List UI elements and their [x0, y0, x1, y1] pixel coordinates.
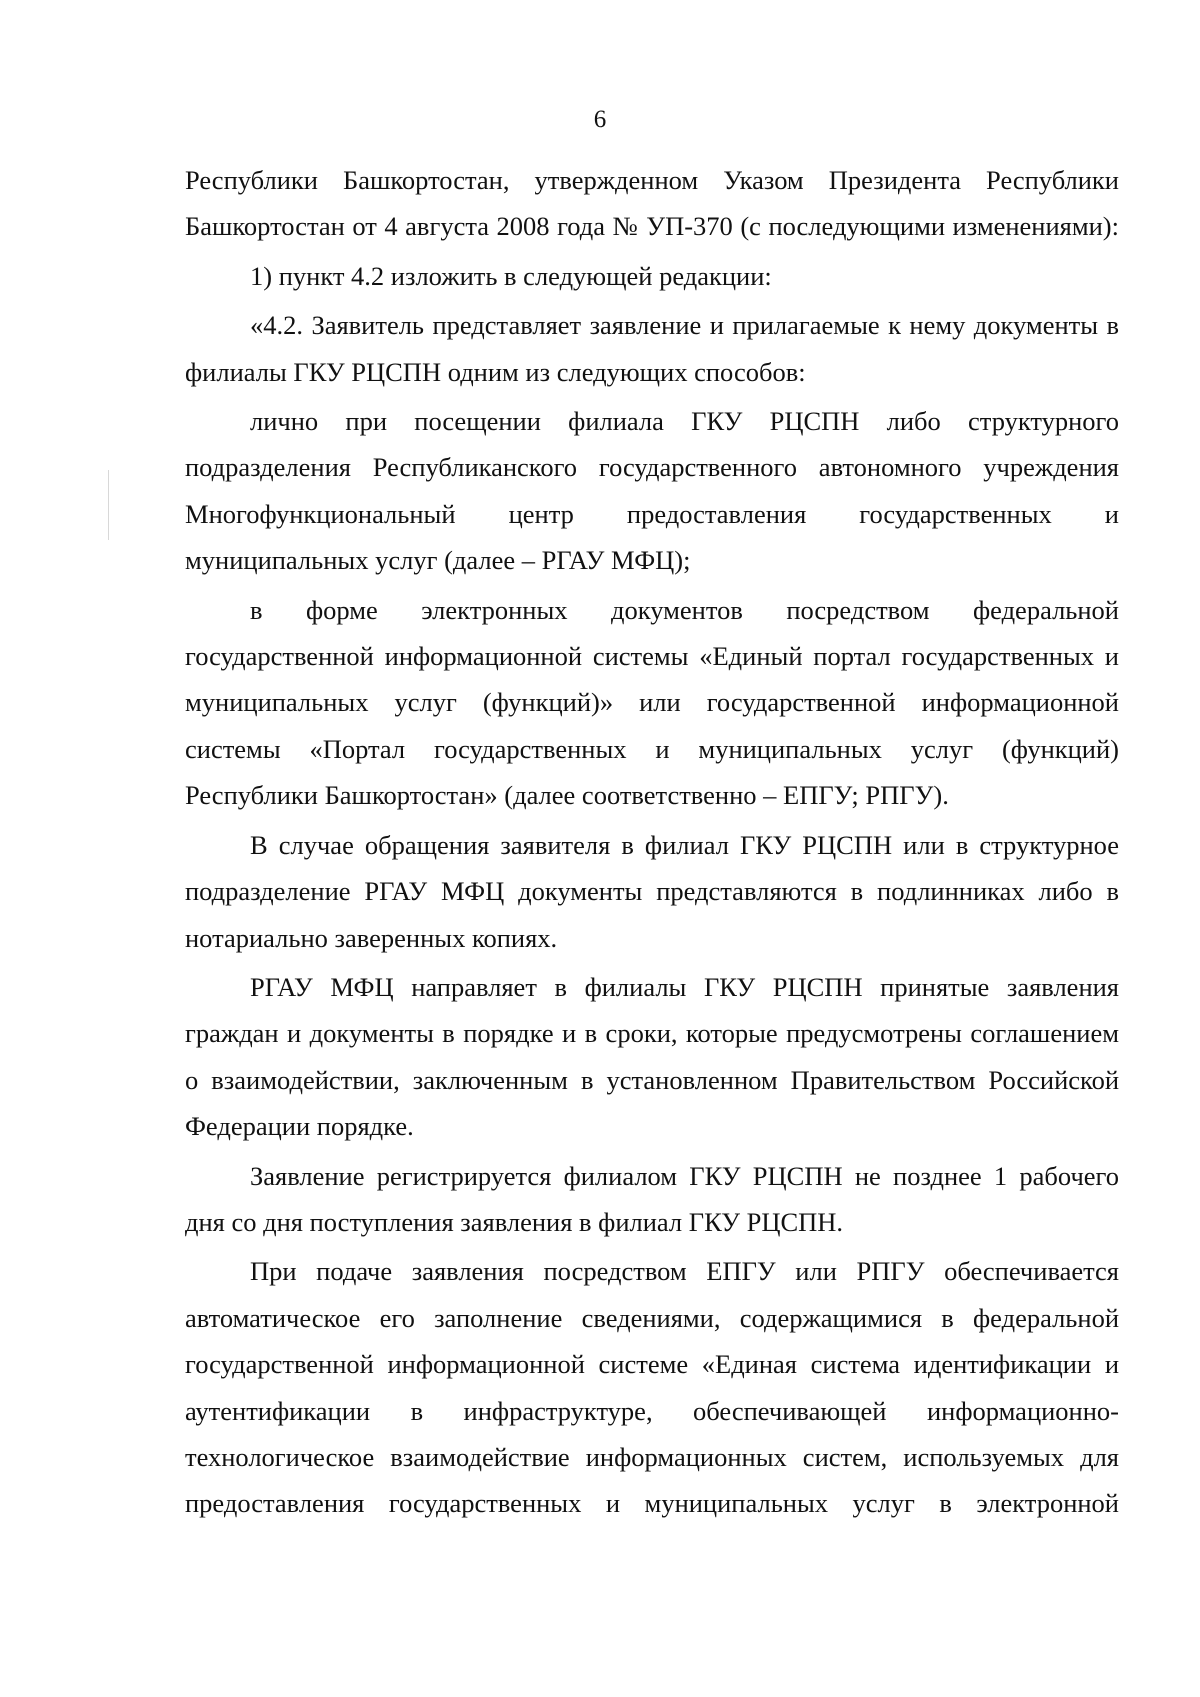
- paragraph-registration: Заявление регистрируется филиалом ГКУ РЦСПН не позднее 1 рабочего дня со дня поступления заявления в филиал ГКУ РЦСПН.: [185, 1160, 1119, 1237]
- paragraph-continuation: Республики Башкортостан, утвержденном Указом Президента Республики Башкортостан от 4 августа 2008 года № УП-370 (с последующими изменениями):: [185, 165, 1119, 242]
- document-body: [185, 157, 1119, 1527]
- page-number: 6: [593, 106, 607, 133]
- paragraph-mfc-transfer: РГАУ МФЦ направляет в филиалы ГКУ РЦСПН принятые заявления граждан и документы в порядке и в сроки, которые предусмотрены соглашением о взаимодействии, заключенным в установленном Правительством Российской Федерации порядке.: [185, 971, 1119, 1142]
- paragraph-item-1: 1) пункт 4.2 изложить в следующей редакции:: [250, 260, 772, 291]
- paragraph-autofill: При подаче заявления посредством ЕПГУ или РПГУ обеспечивается автоматическое его заполнение сведениями, содержащимися в федеральной государственной информационной системе «Единая система идентификации и аутентификации в инфраструктуре, обеспечивающей информационно-технологическое взаимодействие информационных систем, используемых для предоставления государственных и муниципальных услуг в электронной: [185, 1256, 1119, 1519]
- paragraph-electronic: в форме электронных документов посредством федеральной государственной информационной системы «Единый портал государственных и муниципальных услуг (функций)» или государственной информационной системы «Портал государственных и муниципальных услуг (функций) Республики Башкортостан» (далее соответственно – ЕПГУ; РПГУ).: [185, 594, 1119, 811]
- paragraph-originals: В случае обращения заявителя в филиал ГКУ РЦСПН или в структурное подразделение РГАУ МФЦ документы представляются в подлинниках либо в нотариально заверенных копиях.: [185, 829, 1119, 953]
- paragraph-in-person: лично при посещении филиала ГКУ РЦСПН либо структурного подразделения Республиканского государственного автономного учреждения Многофункциональный центр предоставления государственных и муниципальных услуг (далее – РГАУ МФЦ);: [185, 406, 1119, 576]
- paragraph-4-2: «4.2. Заявитель представляет заявление и прилагаемые к нему документы в филиалы ГКУ РЦСПН одним из следующих способов:: [185, 310, 1119, 387]
- scan-artifact: [108, 470, 109, 540]
